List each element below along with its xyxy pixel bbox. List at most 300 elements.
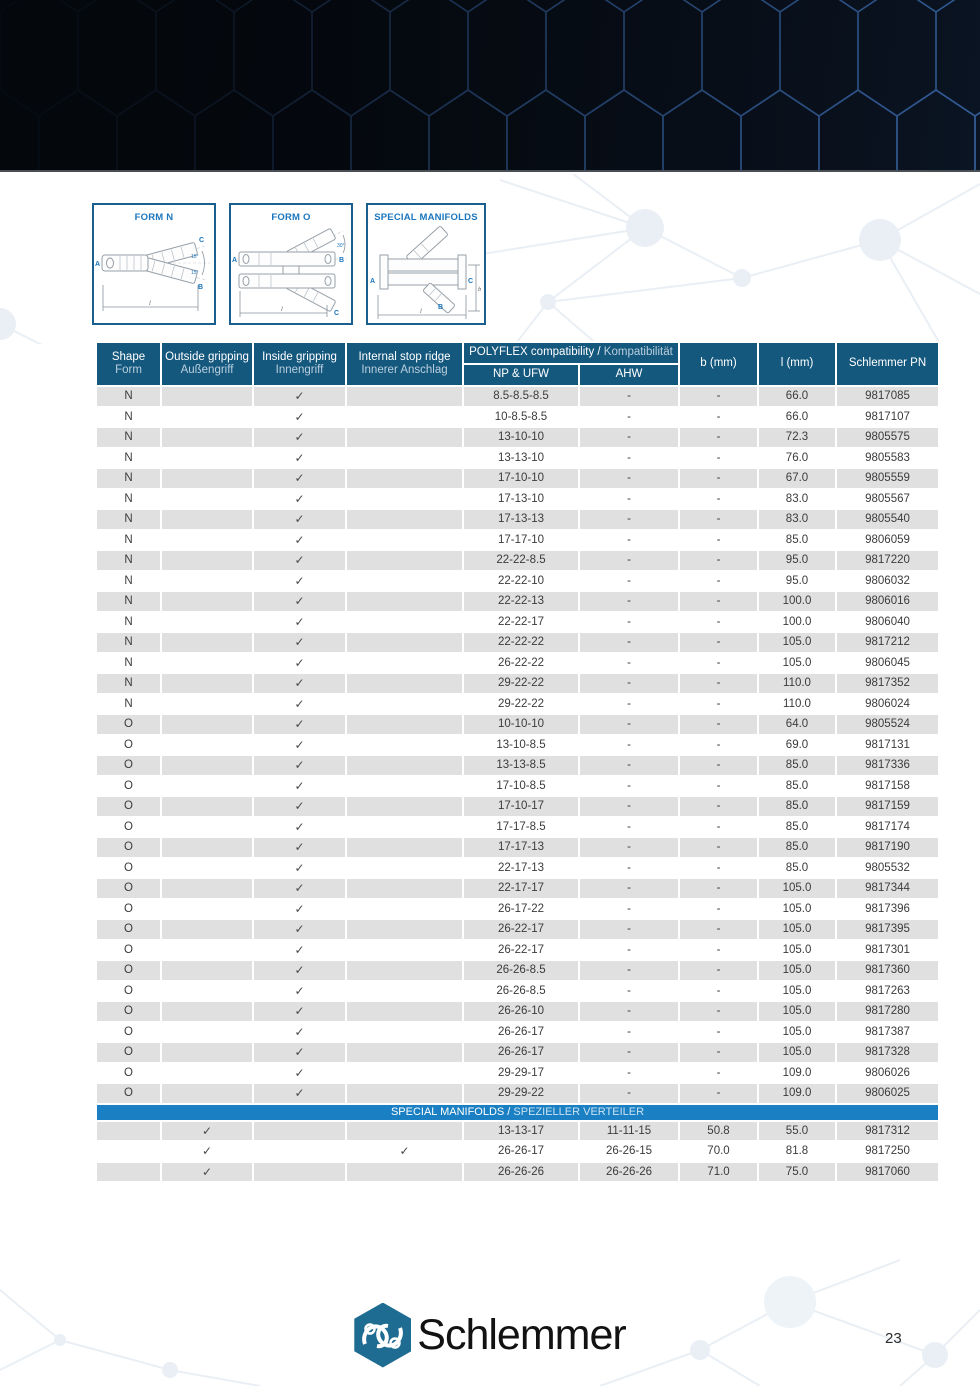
cell-inside-gripping: ✓: [253, 550, 346, 571]
cell-stop-ridge: [346, 878, 463, 899]
cell-schlemmer-pn: 9817190: [836, 837, 939, 858]
cell-shape: O: [96, 1083, 161, 1104]
cell-l-mm: 105.0: [758, 878, 836, 899]
cell-l-mm: 85.0: [758, 858, 836, 879]
cell-schlemmer-pn: 9817220: [836, 550, 939, 571]
col-header-polyflex-compatibility: POLYFLEX compatibility / Kompatibilität: [463, 342, 679, 364]
cell-l-mm: 85.0: [758, 796, 836, 817]
table-row: [96, 509, 939, 530]
table-row: [96, 960, 939, 981]
cell-l-mm: 64.0: [758, 714, 836, 735]
cell-compat-np-ufw: 26-22-17: [463, 940, 579, 961]
cell-shape: [96, 1141, 161, 1162]
cell-b-mm: -: [679, 489, 758, 510]
cell-outside-gripping: ✓: [161, 1141, 253, 1162]
cell-compat-ahw: -: [579, 591, 679, 612]
cell-schlemmer-pn: 9817159: [836, 796, 939, 817]
label-c: C: [199, 237, 205, 244]
cell-stop-ridge: [346, 776, 463, 797]
cell-l-mm: 105.0: [758, 960, 836, 981]
table-row: [96, 919, 939, 940]
cell-shape: O: [96, 878, 161, 899]
cell-compat-ahw: -: [579, 653, 679, 674]
table-row: [96, 1022, 939, 1043]
cell-outside-gripping: [161, 1083, 253, 1104]
cell-stop-ridge: [346, 673, 463, 694]
cell-l-mm: 105.0: [758, 899, 836, 920]
cell-stop-ridge: [346, 427, 463, 448]
cell-l-mm: 109.0: [758, 1063, 836, 1084]
cell-inside-gripping: ✓: [253, 755, 346, 776]
cell-compat-np-ufw: 26-17-22: [463, 899, 579, 920]
cell-outside-gripping: [161, 694, 253, 715]
cell-outside-gripping: [161, 407, 253, 428]
label-a: A: [232, 257, 238, 264]
cell-b-mm: -: [679, 837, 758, 858]
cell-l-mm: 67.0: [758, 468, 836, 489]
cell-compat-ahw: 26-26-26: [579, 1162, 679, 1183]
dimension-l: l: [149, 300, 151, 307]
cell-inside-gripping: ✓: [253, 448, 346, 469]
cell-stop-ridge: [346, 1022, 463, 1043]
cell-b-mm: -: [679, 591, 758, 612]
cell-compat-np-ufw: 22-22-17: [463, 612, 579, 633]
table-row: [96, 386, 939, 407]
cell-b-mm: -: [679, 817, 758, 838]
cell-shape: N: [96, 612, 161, 633]
col-header-b-mm: b (mm): [679, 342, 758, 386]
cell-compat-ahw: -: [579, 858, 679, 879]
table-row: [96, 981, 939, 1002]
cell-outside-gripping: [161, 509, 253, 530]
cell-inside-gripping: ✓: [253, 858, 346, 879]
cell-l-mm: 105.0: [758, 632, 836, 653]
cell-shape: N: [96, 550, 161, 571]
cell-outside-gripping: [161, 468, 253, 489]
cell-stop-ridge: [346, 591, 463, 612]
col-header-shape-form: Shape Form: [96, 342, 161, 386]
cell-outside-gripping: [161, 776, 253, 797]
cell-outside-gripping: [161, 817, 253, 838]
table-row: [96, 796, 939, 817]
cell-stop-ridge: ✓: [346, 1141, 463, 1162]
cell-schlemmer-pn: 9817344: [836, 878, 939, 899]
cell-compat-np-ufw: 17-17-8.5: [463, 817, 579, 838]
cell-l-mm: 85.0: [758, 776, 836, 797]
table-body: [96, 386, 939, 1182]
cell-compat-np-ufw: 17-13-13: [463, 509, 579, 530]
cell-stop-ridge: [346, 735, 463, 756]
cell-schlemmer-pn: 9806045: [836, 653, 939, 674]
cell-outside-gripping: [161, 796, 253, 817]
cell-compat-np-ufw: 26-22-22: [463, 653, 579, 674]
cell-outside-gripping: [161, 714, 253, 735]
cell-schlemmer-pn: 9817328: [836, 1042, 939, 1063]
cell-stop-ridge: [346, 1001, 463, 1022]
cell-l-mm: 81.8: [758, 1141, 836, 1162]
label-a: A: [95, 261, 101, 268]
special-title-en: SPECIAL MANIFOLDS /: [390, 1106, 511, 1118]
cell-inside-gripping: ✓: [253, 919, 346, 940]
cell-b-mm: -: [679, 571, 758, 592]
banner-gradient-overlay: [0, 0, 980, 170]
cell-stop-ridge: [346, 653, 463, 674]
cell-shape: O: [96, 981, 161, 1002]
cell-compat-np-ufw: 29-29-17: [463, 1063, 579, 1084]
cell-compat-np-ufw: 26-26-17: [463, 1141, 579, 1162]
table-row: [96, 755, 939, 776]
cell-b-mm: -: [679, 673, 758, 694]
cell-l-mm: 85.0: [758, 817, 836, 838]
cell-compat-ahw: -: [579, 1083, 679, 1104]
cell-b-mm: -: [679, 858, 758, 879]
cell-outside-gripping: [161, 1042, 253, 1063]
cell-compat-ahw: -: [579, 530, 679, 551]
cell-inside-gripping: ✓: [253, 899, 346, 920]
cell-compat-np-ufw: 26-26-17: [463, 1022, 579, 1043]
cell-l-mm: 83.0: [758, 509, 836, 530]
cell-stop-ridge: [346, 489, 463, 510]
cell-compat-ahw: -: [579, 796, 679, 817]
cell-stop-ridge: [346, 755, 463, 776]
cell-schlemmer-pn: 9817396: [836, 899, 939, 920]
cell-compat-np-ufw: 29-29-22: [463, 1083, 579, 1104]
cell-stop-ridge: [346, 796, 463, 817]
cell-inside-gripping: ✓: [253, 673, 346, 694]
cell-b-mm: 71.0: [679, 1162, 758, 1183]
cell-compat-ahw: -: [579, 427, 679, 448]
cell-compat-ahw: -: [579, 550, 679, 571]
cell-outside-gripping: [161, 427, 253, 448]
cell-stop-ridge: [346, 837, 463, 858]
table-row: [96, 448, 939, 469]
cell-compat-np-ufw: 17-10-8.5: [463, 776, 579, 797]
cell-compat-np-ufw: 26-26-8.5: [463, 981, 579, 1002]
cell-l-mm: 55.0: [758, 1121, 836, 1142]
cell-schlemmer-pn: 9817280: [836, 1001, 939, 1022]
cell-compat-ahw: -: [579, 755, 679, 776]
cell-b-mm: -: [679, 981, 758, 1002]
cell-l-mm: 69.0: [758, 735, 836, 756]
cell-outside-gripping: [161, 448, 253, 469]
cell-outside-gripping: [161, 919, 253, 940]
cell-compat-ahw: -: [579, 571, 679, 592]
table-row: [96, 735, 939, 756]
cell-compat-ahw: -: [579, 694, 679, 715]
cell-compat-ahw: -: [579, 837, 679, 858]
cell-l-mm: 85.0: [758, 755, 836, 776]
cell-compat-ahw: -: [579, 878, 679, 899]
angle-lower: 15°: [191, 270, 199, 276]
cell-stop-ridge: [346, 899, 463, 920]
cell-inside-gripping: ✓: [253, 489, 346, 510]
cell-shape: [96, 1121, 161, 1142]
cell-l-mm: 105.0: [758, 1001, 836, 1022]
cell-b-mm: -: [679, 714, 758, 735]
diagram-title: FORM O: [271, 212, 311, 223]
cell-b-mm: -: [679, 509, 758, 530]
cell-schlemmer-pn: 9805532: [836, 858, 939, 879]
dimension-l: l: [420, 308, 422, 315]
cell-outside-gripping: [161, 1001, 253, 1022]
cell-l-mm: 100.0: [758, 612, 836, 633]
cell-compat-np-ufw: 13-10-10: [463, 427, 579, 448]
cell-compat-ahw: -: [579, 407, 679, 428]
cell-shape: O: [96, 960, 161, 981]
cell-l-mm: 76.0: [758, 448, 836, 469]
cell-compat-np-ufw: 29-22-22: [463, 694, 579, 715]
cell-compat-np-ufw: 8.5-8.5-8.5: [463, 386, 579, 407]
cell-b-mm: 50.8: [679, 1121, 758, 1142]
cell-b-mm: -: [679, 427, 758, 448]
cell-b-mm: -: [679, 632, 758, 653]
cell-stop-ridge: [346, 448, 463, 469]
table-row: [96, 427, 939, 448]
cell-inside-gripping: ✓: [253, 981, 346, 1002]
cell-compat-np-ufw: 22-17-13: [463, 858, 579, 879]
cell-l-mm: 105.0: [758, 981, 836, 1002]
cell-l-mm: 105.0: [758, 653, 836, 674]
cell-stop-ridge: [346, 509, 463, 530]
special-manifolds-section-header: [96, 1104, 939, 1121]
cell-shape: O: [96, 858, 161, 879]
cell-shape: N: [96, 571, 161, 592]
cell-compat-ahw: 26-26-15: [579, 1141, 679, 1162]
cell-stop-ridge: [346, 940, 463, 961]
cell-l-mm: 105.0: [758, 1022, 836, 1043]
cell-schlemmer-pn: 9817131: [836, 735, 939, 756]
cell-schlemmer-pn: 9806025: [836, 1083, 939, 1104]
cell-stop-ridge: [346, 550, 463, 571]
cell-shape: [96, 1162, 161, 1183]
cell-stop-ridge: [346, 694, 463, 715]
page-number: 23: [885, 1330, 902, 1347]
cell-outside-gripping: [161, 632, 253, 653]
label-b: B: [438, 304, 444, 311]
cell-l-mm: 75.0: [758, 1162, 836, 1183]
cell-shape: N: [96, 427, 161, 448]
cell-shape: N: [96, 591, 161, 612]
cell-inside-gripping: ✓: [253, 796, 346, 817]
label-b: B: [198, 284, 204, 291]
cell-inside-gripping: ✓: [253, 694, 346, 715]
cell-schlemmer-pn: 9805524: [836, 714, 939, 735]
cell-compat-np-ufw: 22-22-10: [463, 571, 579, 592]
cell-stop-ridge: [346, 1083, 463, 1104]
cell-inside-gripping: ✓: [253, 632, 346, 653]
cell-l-mm: 100.0: [758, 591, 836, 612]
cell-compat-ahw: -: [579, 1022, 679, 1043]
form-o-drawing: [231, 225, 351, 323]
cell-schlemmer-pn: 9817336: [836, 755, 939, 776]
cell-compat-np-ufw: 13-13-17: [463, 1121, 579, 1142]
cell-stop-ridge: [346, 1162, 463, 1183]
cell-shape: N: [96, 386, 161, 407]
cell-shape: N: [96, 632, 161, 653]
cell-stop-ridge: [346, 1121, 463, 1142]
angle-upper: 15°: [191, 254, 199, 260]
cell-outside-gripping: [161, 960, 253, 981]
cell-schlemmer-pn: 9817360: [836, 960, 939, 981]
diagram-form-n: [92, 203, 216, 325]
cell-l-mm: 109.0: [758, 1083, 836, 1104]
table-row: [96, 571, 939, 592]
cell-l-mm: 95.0: [758, 550, 836, 571]
cell-b-mm: -: [679, 550, 758, 571]
table-row: [96, 1063, 939, 1084]
cell-inside-gripping: ✓: [253, 509, 346, 530]
cell-shape: N: [96, 694, 161, 715]
cell-inside-gripping: ✓: [253, 837, 346, 858]
cell-compat-ahw: -: [579, 1042, 679, 1063]
cell-compat-ahw: -: [579, 468, 679, 489]
cell-stop-ridge: [346, 530, 463, 551]
cell-b-mm: -: [679, 448, 758, 469]
cell-shape: O: [96, 1042, 161, 1063]
cell-compat-np-ufw: 22-22-13: [463, 591, 579, 612]
cell-shape: O: [96, 796, 161, 817]
cell-b-mm: 70.0: [679, 1141, 758, 1162]
cell-shape: O: [96, 919, 161, 940]
cell-compat-np-ufw: 22-22-22: [463, 632, 579, 653]
dimension-b: b: [478, 286, 482, 293]
cell-b-mm: -: [679, 1083, 758, 1104]
cell-inside-gripping: ✓: [253, 427, 346, 448]
dimension-l: l: [281, 306, 283, 313]
table-row: [96, 653, 939, 674]
special-manifolds-drawing: [368, 225, 484, 323]
cell-compat-ahw: 11-11-15: [579, 1121, 679, 1142]
col-header-outside-gripping: Outside gripping Außengriff: [161, 342, 253, 386]
cell-schlemmer-pn: 9817312: [836, 1121, 939, 1142]
cell-b-mm: -: [679, 1001, 758, 1022]
cell-stop-ridge: [346, 612, 463, 633]
cell-compat-np-ufw: 26-26-17: [463, 1042, 579, 1063]
cell-inside-gripping: ✓: [253, 612, 346, 633]
cell-shape: O: [96, 940, 161, 961]
cell-shape: N: [96, 530, 161, 551]
cell-inside-gripping: ✓: [253, 940, 346, 961]
cell-l-mm: 85.0: [758, 530, 836, 551]
special-manifolds-title: [96, 1104, 939, 1121]
cell-schlemmer-pn: 9817395: [836, 919, 939, 940]
cell-shape: N: [96, 448, 161, 469]
cell-shape: N: [96, 407, 161, 428]
cell-compat-np-ufw: 26-26-26: [463, 1162, 579, 1183]
cell-compat-np-ufw: 17-13-10: [463, 489, 579, 510]
cell-stop-ridge: [346, 981, 463, 1002]
cell-inside-gripping: ✓: [253, 571, 346, 592]
cell-schlemmer-pn: 9806032: [836, 571, 939, 592]
special-table-row: [96, 1121, 939, 1142]
cell-outside-gripping: [161, 673, 253, 694]
cell-outside-gripping: [161, 878, 253, 899]
table-row: [96, 1083, 939, 1104]
cell-compat-ahw: -: [579, 981, 679, 1002]
cell-inside-gripping: ✓: [253, 878, 346, 899]
cell-inside-gripping: ✓: [253, 817, 346, 838]
cell-shape: N: [96, 673, 161, 694]
cell-outside-gripping: [161, 530, 253, 551]
cell-b-mm: -: [679, 1042, 758, 1063]
cell-outside-gripping: [161, 735, 253, 756]
cell-compat-ahw: -: [579, 1063, 679, 1084]
table-row: [96, 694, 939, 715]
cell-inside-gripping: ✓: [253, 1063, 346, 1084]
cell-inside-gripping: [253, 1121, 346, 1142]
cell-compat-ahw: -: [579, 960, 679, 981]
cell-schlemmer-pn: 9805583: [836, 448, 939, 469]
cell-shape: O: [96, 817, 161, 838]
cell-compat-ahw: -: [579, 714, 679, 735]
manifold-spec-table: [95, 341, 940, 1183]
cell-compat-ahw: -: [579, 735, 679, 756]
label-c: C: [334, 310, 340, 317]
cell-shape: O: [96, 1022, 161, 1043]
cell-schlemmer-pn: 9806040: [836, 612, 939, 633]
cell-compat-np-ufw: 17-10-10: [463, 468, 579, 489]
cell-schlemmer-pn: 9806026: [836, 1063, 939, 1084]
cell-l-mm: 72.3: [758, 427, 836, 448]
cell-inside-gripping: ✓: [253, 1022, 346, 1043]
cell-outside-gripping: ✓: [161, 1162, 253, 1183]
cell-b-mm: -: [679, 919, 758, 940]
table-row: [96, 673, 939, 694]
schlemmer-logo-icon: [354, 1303, 411, 1368]
cell-inside-gripping: ✓: [253, 591, 346, 612]
cell-stop-ridge: [346, 1063, 463, 1084]
cell-outside-gripping: [161, 858, 253, 879]
cell-l-mm: 110.0: [758, 694, 836, 715]
cell-inside-gripping: ✓: [253, 960, 346, 981]
cell-schlemmer-pn: 9817387: [836, 1022, 939, 1043]
cell-b-mm: -: [679, 940, 758, 961]
cell-schlemmer-pn: 9817301: [836, 940, 939, 961]
cell-schlemmer-pn: 9806024: [836, 694, 939, 715]
cell-stop-ridge: [346, 919, 463, 940]
cell-compat-ahw: -: [579, 899, 679, 920]
cell-l-mm: 110.0: [758, 673, 836, 694]
label-b: B: [339, 257, 345, 264]
cell-outside-gripping: ✓: [161, 1121, 253, 1142]
cell-l-mm: 66.0: [758, 407, 836, 428]
cell-l-mm: 83.0: [758, 489, 836, 510]
cell-schlemmer-pn: 9805567: [836, 489, 939, 510]
cell-compat-ahw: -: [579, 919, 679, 940]
table-row: [96, 776, 939, 797]
cell-outside-gripping: [161, 940, 253, 961]
cell-shape: O: [96, 1001, 161, 1022]
cell-shape: N: [96, 509, 161, 530]
cell-l-mm: 105.0: [758, 919, 836, 940]
cell-stop-ridge: [346, 858, 463, 879]
cell-outside-gripping: [161, 612, 253, 633]
cell-compat-np-ufw: 26-22-17: [463, 919, 579, 940]
cell-schlemmer-pn: 9817250: [836, 1141, 939, 1162]
header-banner: [0, 0, 980, 172]
cell-shape: O: [96, 735, 161, 756]
cell-schlemmer-pn: 9817107: [836, 407, 939, 428]
cell-schlemmer-pn: 9805559: [836, 468, 939, 489]
cell-inside-gripping: ✓: [253, 386, 346, 407]
table-row: [96, 899, 939, 920]
angle: 30°: [337, 243, 345, 249]
cell-compat-ahw: -: [579, 940, 679, 961]
cell-compat-ahw: -: [579, 817, 679, 838]
table-row: [96, 714, 939, 735]
table-row: [96, 817, 939, 838]
cell-inside-gripping: ✓: [253, 468, 346, 489]
